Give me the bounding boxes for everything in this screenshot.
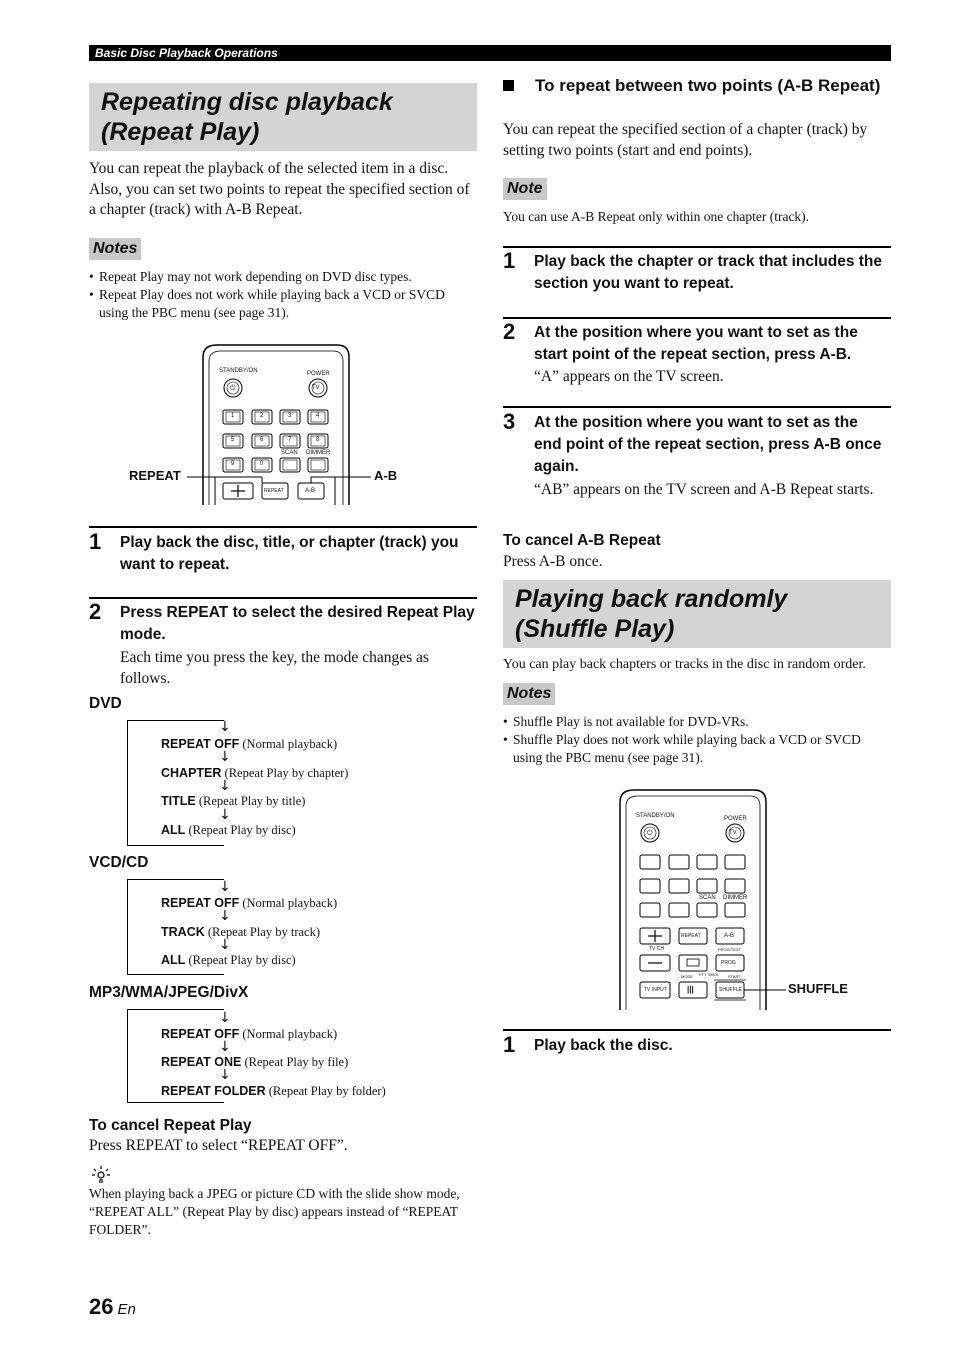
arrow-down-icon: ↓ [219,749,231,765]
step-number: 2 [89,599,102,624]
remote-progtext-label: PROG/TEXT [718,947,742,952]
arrow-down-icon: ↓ [219,908,231,924]
repeat-title-line1: Repeating disc playback [101,88,393,116]
arrow-down-icon: ↓ [219,1010,231,1026]
key-0: 0 [260,461,264,467]
ab-step3-text: At the position where you want to set as the end point of the repeat section, press A-B once again. [534,414,882,475]
ab-step2-text: At the position where you want to set as the start point of the repeat section, press A-B. [534,324,858,363]
remote-dimmer-label: DIMMER [306,450,331,456]
repeat-notes [89,268,477,322]
tip-text: When playing back a JPEG or picture CD with the slide show mode, “REPEAT ALL” (Repeat Play by disc) appears instead of “REPEAT FOLDER”. [89,1186,460,1237]
mp3-item: REPEAT FOLDER (Repeat Play by folder) [161,1084,386,1098]
ab-title: To repeat between two points (A-B Repeat) [535,76,881,95]
repeat-step2-text: Press REPEAT to select the desired Repeat Play mode. [120,604,475,643]
tip-icon [91,1164,111,1184]
shuffle-intro: You can play back chapters or tracks in the disc in random order. [503,657,866,672]
repeat-title-box [89,83,477,151]
step-number: 3 [503,409,516,434]
step-number: 1 [503,248,516,273]
remote-dimmer-label: DIMMER [723,895,748,901]
pause-icon: ||| [687,985,694,994]
repeat-title-line2: (Repeat Play) [101,118,260,146]
step-rule [503,246,891,248]
remote-ptyseek-label: PTY SEEK [699,972,719,977]
power-icon: ⏻ [647,830,653,837]
shuffle-title-line2: (Shuffle Play) [515,615,675,643]
key-7: 7 [288,437,292,443]
key-4: 4 [316,413,320,419]
dvd-item: ALL (Repeat Play by disc) [161,823,296,837]
repeat-note-1: • Repeat Play may not work depending on DVD disc types. [89,269,412,284]
cancel-ab-body: Press A-B once. [503,553,603,570]
repeat-notes-label: Notes [89,238,141,260]
step-number: 1 [503,1032,516,1057]
step-rule [89,526,477,528]
shuffle-step1-text: Play back the disc. [534,1037,673,1054]
shuffle-notes-label: Notes [503,683,555,705]
remote-illustration-repeat [125,343,435,505]
remote-ab-key: A-B [305,488,316,494]
key-9: 9 [231,461,235,467]
arrow-down-icon: ↓ [219,1039,231,1055]
remote-repeat-key: REPEAT [264,488,284,494]
remote-power-label: POWER [307,371,330,377]
step-rule [503,317,891,319]
key-6: 6 [260,437,264,443]
dvd-item: TITLE (Repeat Play by title) [161,794,306,808]
remote-tvch-label: TV CH [649,946,664,952]
shuffle-note-2: • Shuffle Play does not work while playing back a VCD or SVCD using the PBC menu (see page 31). [503,732,861,765]
step-number: 2 [503,319,516,344]
mp3-item: REPEAT OFF (Normal playback) [161,1027,338,1041]
shuffle-notes [503,713,891,767]
remote-tv-label: TV [312,385,320,391]
arrow-down-icon: ↓ [219,807,231,823]
page-footer [89,1294,136,1320]
remote-start-label: START [728,974,741,979]
page-number: 26 [89,1294,114,1319]
shuffle-title-line1: Playing back randomly [515,585,788,613]
ab-step2-body: “A” appears on the TV screen. [534,368,724,385]
cancel-ab-title: To cancel A-B Repeat [503,532,661,549]
arrow-down-icon: ↓ [219,937,231,953]
vcd-label: VCD/CD [89,854,149,871]
key-3: 3 [288,413,292,419]
remote-tvinput-key: TV INPUT [644,987,667,993]
step-rule [503,406,891,408]
remote-scan-label: SCAN [699,895,716,901]
ab-note-label: Note [503,178,547,200]
page-lang: En [117,1301,136,1318]
square-bullet-icon [503,80,514,91]
dvd-item: REPEAT OFF (Normal playback) [161,737,338,751]
section-header-text: Basic Disc Playback Operations [95,46,278,60]
arrow-down-icon: ↓ [219,1067,231,1083]
remote-prog-key: PROG [721,960,736,966]
key-1: 1 [231,413,235,419]
arrow-down-icon: ↓ [219,719,231,735]
cancel-repeat-body: Press REPEAT to select “REPEAT OFF”. [89,1137,348,1154]
repeat-step2-body: Each time you press the key, the mode changes as follows. [120,649,429,687]
key-5: 5 [231,437,235,443]
vcd-item: ALL (Repeat Play by disc) [161,953,296,967]
remote-tv-label: TV [729,830,737,836]
vcd-item: REPEAT OFF (Normal playback) [161,896,338,910]
remote-standby-label: STANDBY/ON [219,368,258,374]
callout-ab: A-B [374,468,398,483]
remote-shuffle-key: SHUFFLE [719,987,742,993]
arrow-down-icon: ↓ [219,879,231,895]
shuffle-note-1: • Shuffle Play is not available for DVD-VRs. [503,714,749,729]
repeat-intro: You can repeat the playback of the selected item in a disc. Also, you can set two points to repeat the specified section of a chapter (track) with A-B Repeat. [89,160,470,218]
step-number: 1 [89,529,102,554]
arrow-down-icon: ↓ [219,778,231,794]
vcd-item: TRACK (Repeat Play by track) [161,925,320,939]
repeat-note-2: • Repeat Play does not work while playing back a VCD or SVCD using the PBC menu (see page 31). [89,287,445,320]
remote-ab-key: A-B [724,933,735,939]
power-icon: ⏻ [230,385,236,392]
ab-intro: You can repeat the specified section of a chapter (track) by setting two points (start and end points). [503,121,868,159]
remote-repeat-key: REPEAT [681,933,701,939]
cancel-repeat-title: To cancel Repeat Play [89,1117,252,1134]
remote-scan-label: SCAN [281,450,298,456]
ab-step3-body: “AB” appears on the TV screen and A-B Repeat starts. [534,481,874,498]
remote-power-label: POWER [724,816,747,822]
dvd-label: DVD [89,695,122,712]
remote-illustration-shuffle [618,788,858,1010]
key-8: 8 [316,437,320,443]
shuffle-title-box [503,580,891,648]
repeat-step1-text: Play back the disc, title, or chapter (track) you want to repeat. [120,534,459,573]
dvd-item: CHAPTER (Repeat Play by chapter) [161,766,349,780]
mp3-item: REPEAT ONE (Repeat Play by file) [161,1055,349,1069]
section-header [89,45,891,61]
step-rule [89,597,477,599]
remote-standby-label: STANDBY/ON [636,813,675,819]
key-2: 2 [260,413,264,419]
remote-mode-label: MODE [681,974,693,979]
callout-repeat: REPEAT [129,468,181,483]
callout-shuffle: SHUFFLE [788,981,848,996]
ab-step1-text: Play back the chapter or track that includes the section you want to repeat. [534,253,883,292]
step-rule [503,1029,891,1031]
mp3-label: MP3/WMA/JPEG/DivX [89,984,249,1001]
ab-note: You can use A-B Repeat only within one chapter (track). [503,209,810,224]
